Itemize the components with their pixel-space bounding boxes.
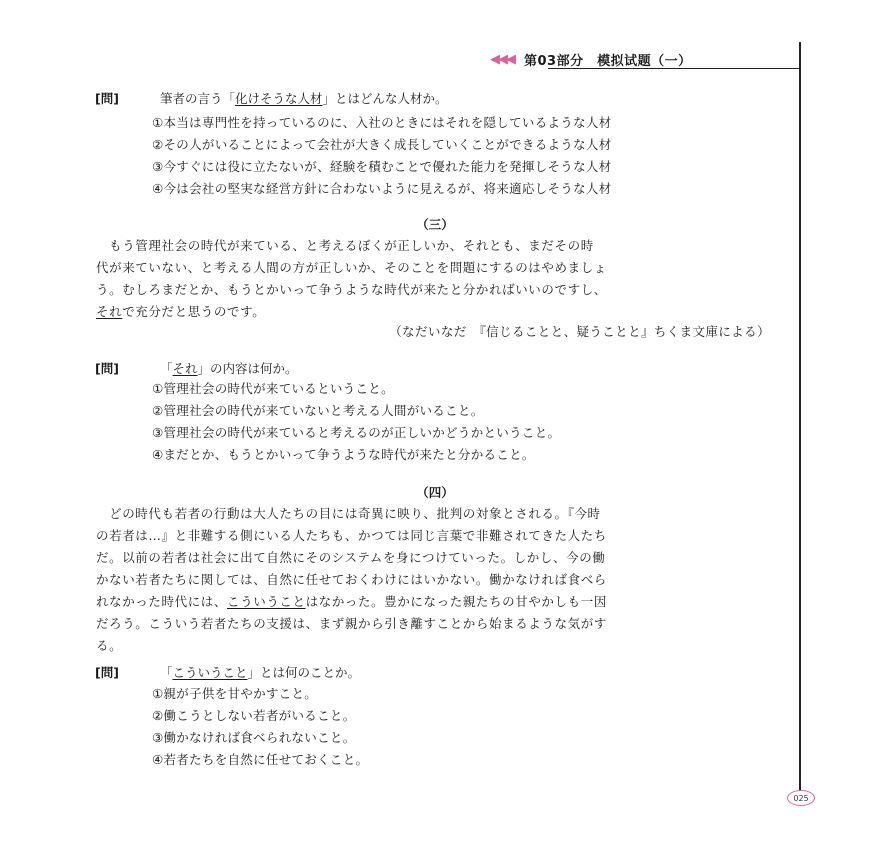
- header-rule: [548, 68, 800, 69]
- q3-option-1[interactable]: ①親が子供を甘やかすこと。: [152, 686, 318, 701]
- passage-line: る。: [96, 638, 123, 653]
- passage-4: [96, 503, 776, 657]
- passage-line: [96, 591, 776, 613]
- q1-option-3[interactable]: ③今すぐには役に立たないが、経験を積むことで優れた能力を発揮しそうな人材: [152, 159, 612, 174]
- passage-line: かない若者たちに関しては、自然に任せておくわけにはいかない。働かなければ食べら: [96, 572, 607, 587]
- q2-option-3[interactable]: ③管理社会の時代が来ていると考えるのが正しいかどうかということ。: [152, 425, 561, 440]
- passage-line: の若者は…』と非難する側にいる人たちも、かつては同じ言葉で非難されてきた人たち: [96, 528, 607, 543]
- question-text: [160, 662, 360, 683]
- question-label: [問]: [95, 91, 119, 106]
- passage-line: だろう。こういう若者たちの支援は、まず親から引き離すことから始まるような気がす: [96, 616, 607, 631]
- source-citation: （なだいなだ 『信じることと、疑うことと』ちくま文庫による）: [389, 324, 770, 339]
- margin-rule: [799, 42, 801, 797]
- passage-line: [96, 301, 776, 323]
- section-title: 第03部分 模拟试题（一）: [524, 53, 692, 69]
- q3-option-4[interactable]: ④若者たちを自然に任せておくこと。: [152, 752, 369, 767]
- q3-option-3[interactable]: ③働かなければ食べられないこと。: [152, 730, 356, 745]
- page-number: 025: [787, 790, 815, 806]
- passage-line-pre: れなかった時代には、: [96, 594, 228, 609]
- passage-line-rest: で充分だと思うのです。: [122, 304, 266, 319]
- question-label: [問]: [95, 665, 119, 680]
- question-text-post: 」とはどんな人材か。: [322, 91, 448, 106]
- q2-option-2[interactable]: ②管理社会の時代が来ていないと考える人間がいること。: [152, 403, 484, 418]
- passage-underlined: それ: [96, 304, 123, 319]
- q1-option-1[interactable]: ①本当は専門性を持っているのに、入社のときにはそれを隠しているような人材: [152, 115, 612, 130]
- question-underlined: 化けそうな人材: [235, 91, 323, 106]
- section-heading-3: （三）: [416, 217, 454, 232]
- passage-line: だ。以前の若者は社会に出て自然にそのシステムを身につけていった。しかし、今の働: [96, 550, 606, 565]
- question-text-pre: 「: [160, 665, 173, 680]
- question-text-post: 」の内容は何か。: [197, 361, 298, 376]
- q2-option-1[interactable]: ①管理社会の時代が来ているということ。: [152, 381, 394, 396]
- q1-option-4[interactable]: ④今は会社の堅実な経営方針に合わないように見えるが、将来適応しそうな人材: [152, 181, 612, 196]
- question-text: [160, 358, 298, 379]
- q3-option-2[interactable]: ②働こうとしない若者がいること。: [152, 708, 356, 723]
- question-text-post: 」とは何のことか。: [247, 665, 361, 680]
- passage-underlined: こういうこと: [227, 594, 306, 609]
- q1-option-2[interactable]: ②その人がいることによって会社が大きく成長していくことができるような人材: [152, 137, 612, 152]
- passage-line: どの時代も若者の行動は大人たちの目には奇異に映り、批判の対象とされる。『今時: [96, 506, 601, 521]
- page-header: [490, 50, 692, 68]
- passage-line: う。むしろまだとか、もうとかいって争うような時代が来たと分かればいいのですし、: [96, 282, 607, 297]
- section-heading-4: （四）: [416, 485, 454, 500]
- question-text: [160, 88, 448, 109]
- question-text-pre: 「: [160, 361, 173, 376]
- question-underlined: それ: [172, 361, 198, 376]
- question-text-pre: 筆者の言う「: [160, 91, 236, 106]
- question-underlined: こういうこと: [172, 665, 248, 680]
- passage-line: もう管理社会の時代が来ている、と考えるぼくが正しいか、それとも、まだその時: [96, 238, 594, 253]
- passage-3: [96, 235, 776, 323]
- question-label: [問]: [95, 361, 119, 376]
- q2-option-4[interactable]: ④まだとか、もうとかいって争うような時代が来たと分かること。: [152, 447, 535, 462]
- passage-line: 代が来ていない、と考える人間の方が正しいか、そのことを問題にするのはやめましょ: [96, 260, 607, 275]
- passage-line-post: はなかった。豊かになった親たちの甘やかしも一因: [305, 594, 607, 609]
- triple-arrow-icon: ◀◀◀: [490, 51, 514, 67]
